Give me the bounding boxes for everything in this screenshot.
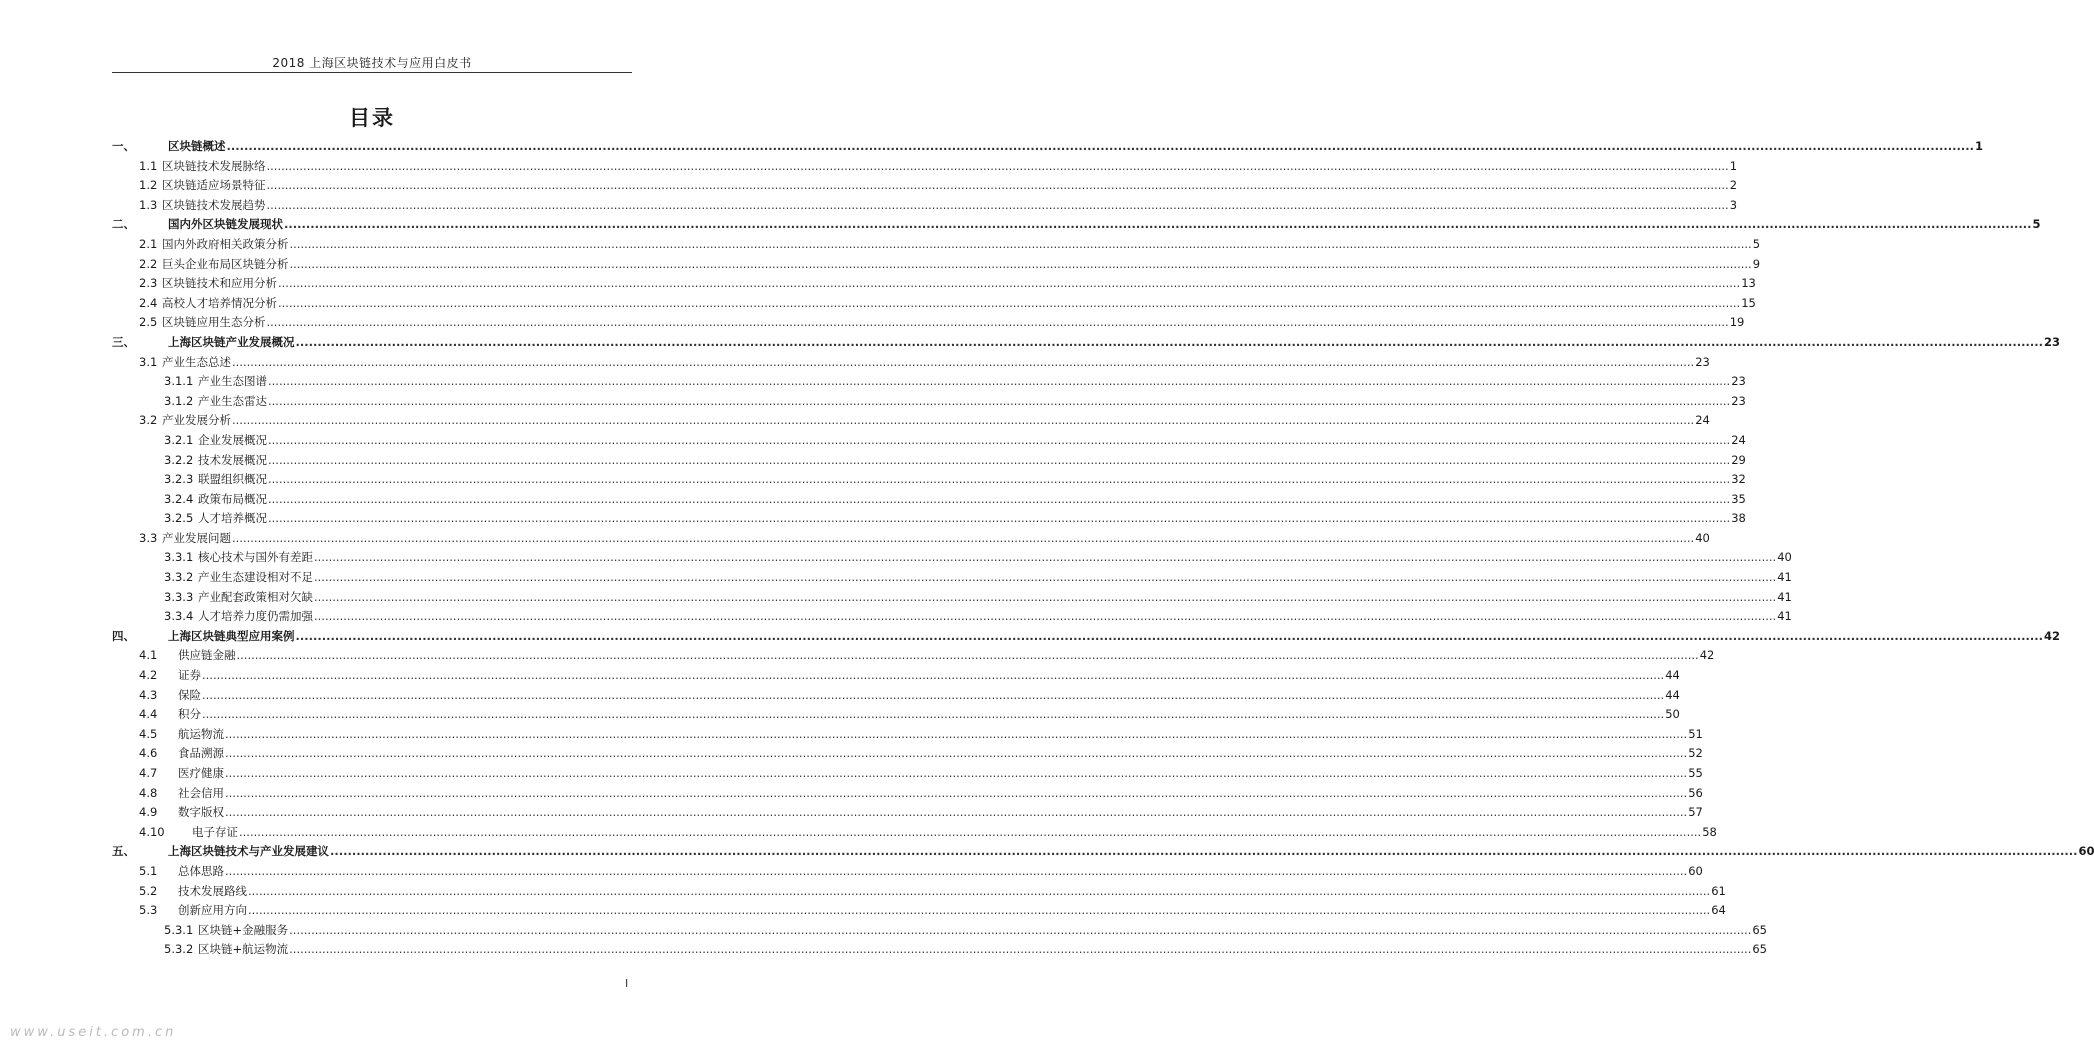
toc-entry-title: 区块链适应场景特征	[162, 178, 266, 193]
toc-entry[interactable]	[112, 313, 1745, 333]
toc-entry-title: 区块链技术和应用分析	[162, 276, 277, 291]
toc-entry-line	[162, 176, 1738, 196]
dot-leader: ................................................................................................................................................................................................................................................................................................................................................................................................................	[225, 766, 1688, 780]
toc-entry-title: 医疗健康	[178, 766, 224, 780]
toc-entry-line	[162, 529, 1710, 549]
toc-entry-line	[178, 764, 1703, 784]
dot-leader: ................................................................................................................................................................................................................................................................................................................................................................................................................	[225, 726, 1688, 741]
toc-entry-line	[162, 235, 1761, 255]
toc-entry-line	[192, 823, 1717, 843]
toc-entry[interactable]	[112, 705, 1680, 725]
toc-entry-number: 3.3.2	[164, 570, 194, 585]
toc-entry-page: 38	[1731, 511, 1746, 526]
toc-entry-page: 57	[1688, 805, 1703, 820]
dot-leader: ................................................................................................................................................................................................................................................................................................................................................................................................................	[202, 668, 1665, 683]
toc-entry-title: 总体思路	[178, 863, 224, 878]
toc-entry[interactable]	[112, 764, 1703, 784]
toc-entry-line	[168, 333, 2060, 353]
toc-entry-title: 联盟组织概况	[198, 472, 267, 487]
dot-leader: ................................................................................................................................................................................................................................................................................................................................................................................................................	[314, 609, 1777, 624]
toc-entry-title: 证券	[178, 668, 201, 683]
toc-entry-title: 产业生态总述	[162, 354, 231, 369]
toc-entry-page: 35	[1731, 491, 1746, 506]
dot-leader: ................................................................................................................................................................................................................................................................................................................................................................................................................	[289, 922, 1752, 937]
toc-entry-number: 四、	[112, 628, 135, 643]
table-of-contents	[112, 137, 2094, 960]
dot-leader: ................................................................................................................................................................................................................................................................................................................................................................................................................	[289, 236, 1752, 251]
toc-entry-line	[162, 274, 1756, 294]
dot-leader: ................................................................................................................................................................................................................................................................................................................................................................................................................	[225, 785, 1688, 800]
dot-leader: ................................................................................................................................................................................................................................................................................................................................................................................................................	[232, 354, 1695, 369]
dot-leader: ................................................................................................................................................................................................................................................................................................................................................................................................................	[284, 217, 2032, 232]
toc-entry[interactable]	[112, 784, 1703, 804]
dot-leader: ................................................................................................................................................................................................................................................................................................................................................................................................................	[266, 158, 1729, 173]
toc-entry-page: 61	[1711, 883, 1726, 898]
toc-entry[interactable]	[112, 882, 1726, 902]
toc-entry-title: 数字版权	[178, 805, 224, 820]
toc-entry[interactable]	[112, 196, 1738, 216]
toc-entry-number: 4.9	[139, 805, 158, 820]
toc-entry-line	[162, 157, 1738, 177]
toc-entry-page: 44	[1665, 687, 1680, 702]
toc-entry-title: 产业生态图谱	[198, 374, 267, 389]
toc-entry-title: 人才培养力度仍需加强	[198, 609, 313, 624]
toc-entry-page: 19	[1729, 315, 1745, 330]
toc-entry-line	[198, 607, 1792, 627]
dot-leader: ................................................................................................................................................................................................................................................................................................................................................................................................................	[266, 178, 1729, 193]
toc-entry-line	[178, 803, 1703, 823]
toc-entry-number: 4.5	[139, 726, 158, 741]
toc-entry-title: 积分	[178, 707, 201, 722]
toc-entry-page: 32	[1731, 472, 1746, 487]
toc-entry-line	[178, 666, 1680, 686]
toc-entry-number: 1.1	[139, 158, 158, 173]
toc-entry-title: 国内外区块链发展现状	[168, 217, 283, 232]
toc-entry-page: 51	[1688, 726, 1703, 741]
dot-leader: ................................................................................................................................................................................................................................................................................................................................................................................................................	[232, 413, 1695, 428]
toc-entry[interactable]	[112, 176, 1738, 196]
toc-entry[interactable]	[112, 392, 1746, 412]
toc-entry-page: 65	[1752, 942, 1767, 957]
toc-entry-page: 42	[1699, 648, 1715, 663]
toc-entry-page: 5	[1752, 236, 1761, 251]
toc-entry-title: 上海区块链产业发展概况	[168, 334, 295, 349]
toc-entry[interactable]	[112, 744, 1703, 764]
toc-entry[interactable]	[112, 803, 1703, 823]
toc-entry[interactable]	[112, 431, 1746, 451]
toc-entry[interactable]	[112, 411, 1710, 431]
dot-leader: ................................................................................................................................................................................................................................................................................................................................................................................................................	[314, 550, 1777, 565]
toc-entry-title: 巨头企业布局区块链分析	[162, 256, 289, 271]
toc-entry-page: 24	[1695, 413, 1710, 428]
toc-entry[interactable]	[112, 627, 2060, 647]
toc-entry[interactable]	[112, 666, 1680, 686]
toc-entry-title: 区块链+航运物流	[198, 942, 289, 957]
toc-entry-page: 42	[2043, 628, 2060, 643]
toc-entry-line	[198, 568, 1792, 588]
toc-title: 目录	[349, 106, 395, 130]
toc-entry-line	[198, 921, 1767, 941]
toc-entry-line	[162, 313, 1745, 333]
toc-entry[interactable]	[112, 921, 1767, 941]
toc-entry[interactable]	[112, 607, 1792, 627]
toc-entry-number: 三、	[112, 334, 135, 349]
toc-entry-line	[178, 686, 1680, 706]
toc-entry-line	[168, 215, 2041, 235]
toc-entry[interactable]	[112, 509, 1746, 529]
dot-leader: ................................................................................................................................................................................................................................................................................................................................................................................................................	[268, 511, 1731, 526]
toc-entry-number: 5.3	[139, 903, 158, 918]
toc-entry-page: 50	[1665, 707, 1680, 722]
toc-entry[interactable]	[112, 940, 1767, 960]
toc-entry[interactable]	[112, 294, 1756, 314]
page-header: 2018 上海区块链技术与应用白皮书	[272, 56, 472, 70]
toc-entry-title: 区块链概述	[168, 139, 226, 153]
dot-leader: ................................................................................................................................................................................................................................................................................................................................................................................................................	[202, 687, 1665, 702]
toc-entry-page: 64	[1711, 903, 1726, 918]
toc-entry[interactable]	[112, 862, 1703, 882]
toc-entry-page: 65	[1752, 922, 1767, 937]
toc-entry-page: 23	[1731, 374, 1746, 389]
toc-entry-page: 24	[1731, 432, 1746, 447]
toc-entry[interactable]	[112, 646, 1715, 666]
toc-entry[interactable]	[112, 588, 1792, 608]
toc-entry-page: 40	[1695, 530, 1710, 545]
toc-entry-line	[178, 705, 1680, 725]
watermark-text: www.useit.com.cn	[10, 1025, 177, 1040]
toc-entry-number: 2.5	[139, 315, 158, 330]
toc-entry-number: 4.1	[139, 648, 158, 663]
toc-entry-title: 社会信用	[178, 785, 224, 800]
toc-entry[interactable]	[112, 451, 1746, 471]
toc-entry-number: 2.3	[139, 276, 158, 291]
toc-entry[interactable]	[112, 215, 2041, 235]
toc-entry-title: 产业生态雷达	[198, 393, 267, 408]
toc-entry-page: 23	[1731, 393, 1746, 408]
dot-leader: ................................................................................................................................................................................................................................................................................................................................................................................................................	[239, 824, 1702, 839]
toc-entry[interactable]	[112, 157, 1738, 177]
toc-entry-line	[198, 372, 1746, 392]
toc-entry-title: 区块链技术发展脉络	[162, 158, 266, 173]
toc-entry-title: 核心技术与国外有差距	[198, 550, 313, 565]
toc-entry-number: 3.2.3	[164, 472, 194, 487]
dot-leader: ................................................................................................................................................................................................................................................................................................................................................................................................................	[236, 648, 1699, 663]
toc-entry[interactable]	[112, 137, 1983, 157]
toc-entry-number: 1.2	[139, 178, 158, 193]
toc-entry-title: 航运物流	[178, 726, 224, 741]
toc-entry-title: 上海区块链技术与产业发展建议	[168, 844, 329, 859]
toc-entry-number: 4.7	[139, 766, 158, 780]
toc-entry-page: 2	[1729, 178, 1738, 193]
dot-leader: ................................................................................................................................................................................................................................................................................................................................................................................................................	[268, 374, 1731, 389]
toc-entry-title: 产业发展分析	[162, 413, 231, 428]
dot-leader: ................................................................................................................................................................................................................................................................................................................................................................................................................	[232, 530, 1695, 545]
toc-entry-number: 4.6	[139, 746, 158, 761]
toc-entry[interactable]	[112, 235, 1761, 255]
toc-entry-number: 一、	[112, 139, 135, 153]
toc-entry-number: 4.2	[139, 668, 158, 683]
toc-entry-title: 企业发展概况	[198, 432, 267, 447]
toc-entry-page: 60	[1688, 863, 1703, 878]
toc-entry[interactable]	[112, 901, 1726, 921]
toc-entry-page: 29	[1731, 452, 1746, 467]
toc-entry-number: 3.2.2	[164, 452, 194, 467]
toc-entry-number: 3.3.3	[164, 589, 194, 604]
toc-entry-title: 区块链技术发展趋势	[162, 197, 266, 212]
toc-entry-line	[198, 548, 1792, 568]
toc-entry-number: 4.10	[139, 824, 165, 839]
toc-entry-title: 食品溯源	[178, 746, 224, 761]
toc-entry-title: 产业生态建设相对不足	[198, 570, 313, 585]
dot-leader: ................................................................................................................................................................................................................................................................................................................................................................................................................	[266, 197, 1729, 212]
toc-entry-number: 2.2	[139, 256, 158, 271]
toc-entry-line	[178, 646, 1715, 666]
toc-entry-number: 3.1.2	[164, 393, 194, 408]
toc-entry-title: 供应链金融	[178, 648, 236, 663]
toc-entry-line	[168, 137, 1983, 157]
dot-leader: ................................................................................................................................................................................................................................................................................................................................................................................................................	[248, 903, 1711, 918]
toc-entry-page: 41	[1777, 609, 1792, 624]
toc-entry-title: 区块链+金融服务	[198, 922, 289, 937]
toc-entry-page: 13	[1741, 276, 1756, 291]
dot-leader: ................................................................................................................................................................................................................................................................................................................................................................................................................	[330, 844, 2078, 859]
toc-entry-page: 52	[1688, 746, 1703, 761]
toc-entry-title: 上海区块链典型应用案例	[168, 628, 295, 643]
toc-entry-number: 2.4	[139, 295, 158, 310]
toc-entry-page: 55	[1688, 766, 1703, 780]
toc-entry-line	[178, 901, 1726, 921]
dot-leader: ................................................................................................................................................................................................................................................................................................................................................................................................................	[268, 472, 1731, 487]
toc-entry-title: 政策布局概况	[198, 491, 267, 506]
toc-entry-number: 3.2.1	[164, 432, 194, 447]
toc-entry-title: 区块链应用生态分析	[162, 315, 266, 330]
dot-leader: ................................................................................................................................................................................................................................................................................................................................................................................................................	[268, 452, 1731, 467]
dot-leader: ................................................................................................................................................................................................................................................................................................................................................................................................................	[225, 746, 1688, 761]
toc-entry-line	[178, 744, 1703, 764]
toc-entry-line	[178, 862, 1703, 882]
toc-entry-page: 9	[1752, 256, 1761, 271]
toc-entry[interactable]	[112, 548, 1792, 568]
toc-entry-number: 3.3	[139, 530, 158, 545]
toc-entry-title: 创新应用方向	[178, 903, 247, 918]
toc-entry-page: 23	[2043, 334, 2060, 349]
toc-entry-page: 1	[1974, 139, 1983, 153]
toc-entry-line	[168, 627, 2060, 647]
header-divider	[112, 72, 632, 73]
toc-entry-page: 58	[1702, 824, 1717, 839]
toc-entry-number: 5.1	[139, 863, 158, 878]
toc-entry-page: 40	[1777, 550, 1792, 565]
toc-entry-number: 3.1.1	[164, 374, 194, 389]
toc-entry-page: 23	[1695, 354, 1710, 369]
toc-entry-title: 电子存证	[192, 824, 238, 839]
toc-entry-page: 41	[1777, 570, 1792, 585]
dot-leader: ................................................................................................................................................................................................................................................................................................................................................................................................................	[314, 570, 1777, 585]
toc-entry-number: 5.3.2	[164, 942, 194, 957]
dot-leader: ................................................................................................................................................................................................................................................................................................................................................................................................................	[295, 628, 2043, 643]
dot-leader: ................................................................................................................................................................................................................................................................................................................................................................................................................	[268, 432, 1731, 447]
toc-entry[interactable]	[112, 255, 1761, 275]
toc-entry-page: 56	[1688, 785, 1703, 800]
toc-entry-number: 4.8	[139, 785, 158, 800]
dot-leader: ................................................................................................................................................................................................................................................................................................................................................................................................................	[226, 139, 1974, 153]
toc-entry-line	[162, 196, 1738, 216]
toc-entry-line	[198, 470, 1746, 490]
toc-entry-line	[168, 842, 2094, 862]
toc-entry[interactable]	[112, 372, 1746, 392]
toc-entry-line	[162, 294, 1756, 314]
toc-entry-line	[162, 353, 1710, 373]
toc-entry-page: 41	[1777, 589, 1792, 604]
toc-entry-line	[198, 588, 1792, 608]
toc-entry[interactable]	[112, 842, 2094, 862]
dot-leader: ................................................................................................................................................................................................................................................................................................................................................................................................................	[225, 805, 1688, 820]
toc-entry-line	[198, 392, 1746, 412]
toc-entry-number: 3.2.5	[164, 511, 194, 526]
toc-entry[interactable]	[112, 686, 1680, 706]
toc-entry-page: 3	[1729, 197, 1738, 212]
toc-entry-page: 1	[1729, 158, 1738, 173]
toc-entry-page: 5	[2032, 217, 2041, 232]
page-number: I	[625, 977, 629, 990]
toc-entry[interactable]	[112, 823, 1717, 843]
toc-entry[interactable]	[112, 470, 1746, 490]
toc-entry-title: 人才培养概况	[198, 511, 267, 526]
toc-entry-title: 高校人才培养情况分析	[162, 295, 277, 310]
toc-entry[interactable]	[112, 568, 1792, 588]
dot-leader: ................................................................................................................................................................................................................................................................................................................................................................................................................	[268, 491, 1731, 506]
toc-entry-number: 3.3.1	[164, 550, 194, 565]
toc-entry-number: 3.3.4	[164, 609, 194, 624]
toc-entry-title: 保险	[178, 687, 201, 702]
toc-entry-line	[198, 490, 1746, 510]
toc-entry-page: 15	[1741, 295, 1756, 310]
toc-entry-number: 3.1	[139, 354, 158, 369]
dot-leader: ................................................................................................................................................................................................................................................................................................................................................................................................................	[289, 256, 1752, 271]
dot-leader: ................................................................................................................................................................................................................................................................................................................................................................................................................	[248, 883, 1711, 898]
toc-entry-page: 60	[2078, 844, 2094, 859]
toc-entry[interactable]	[112, 333, 2060, 353]
toc-entry-number: 5.3.1	[164, 922, 194, 937]
toc-entry-number: 5.2	[139, 883, 158, 898]
dot-leader: ................................................................................................................................................................................................................................................................................................................................................................................................................	[202, 707, 1665, 722]
dot-leader: ................................................................................................................................................................................................................................................................................................................................................................................................................	[225, 863, 1688, 878]
toc-entry-number: 1.3	[139, 197, 158, 212]
toc-entry-title: 产业配套政策相对欠缺	[198, 589, 313, 604]
toc-entry-number: 3.2	[139, 413, 158, 428]
toc-entry[interactable]	[112, 353, 1710, 373]
toc-entry-number: 4.3	[139, 687, 158, 702]
dot-leader: ................................................................................................................................................................................................................................................................................................................................................................................................................	[268, 393, 1731, 408]
toc-entry-page: 44	[1665, 668, 1680, 683]
toc-entry-title: 技术发展路线	[178, 883, 247, 898]
toc-entry-number: 2.1	[139, 236, 158, 251]
toc-entry-line	[198, 509, 1746, 529]
toc-entry[interactable]	[112, 274, 1756, 294]
dot-leader: ................................................................................................................................................................................................................................................................................................................................................................................................................	[289, 942, 1752, 957]
dot-leader: ................................................................................................................................................................................................................................................................................................................................................................................................................	[295, 334, 2043, 349]
toc-entry-line	[198, 940, 1767, 960]
toc-entry-number: 五、	[112, 844, 135, 859]
toc-entry[interactable]	[112, 490, 1746, 510]
toc-entry-line	[178, 784, 1703, 804]
toc-entry-title: 国内外政府相关政策分析	[162, 236, 289, 251]
dot-leader: ................................................................................................................................................................................................................................................................................................................................................................................................................	[278, 295, 1741, 310]
toc-entry-line	[162, 411, 1710, 431]
toc-entry-number: 3.2.4	[164, 491, 194, 506]
dot-leader: ................................................................................................................................................................................................................................................................................................................................................................................................................	[278, 276, 1741, 291]
toc-entry-number: 二、	[112, 217, 135, 232]
toc-entry[interactable]	[112, 529, 1710, 549]
dot-leader: ................................................................................................................................................................................................................................................................................................................................................................................................................	[266, 315, 1729, 330]
toc-entry-title: 技术发展概况	[198, 452, 267, 467]
toc-entry-title: 产业发展问题	[162, 530, 231, 545]
toc-entry[interactable]	[112, 725, 1703, 745]
toc-entry-line	[198, 431, 1746, 451]
toc-entry-number: 4.4	[139, 707, 158, 722]
toc-entry-line	[178, 882, 1726, 902]
toc-entry-line	[198, 451, 1746, 471]
dot-leader: ................................................................................................................................................................................................................................................................................................................................................................................................................	[314, 589, 1777, 604]
toc-entry-line	[162, 255, 1761, 275]
toc-entry-line	[178, 725, 1703, 745]
